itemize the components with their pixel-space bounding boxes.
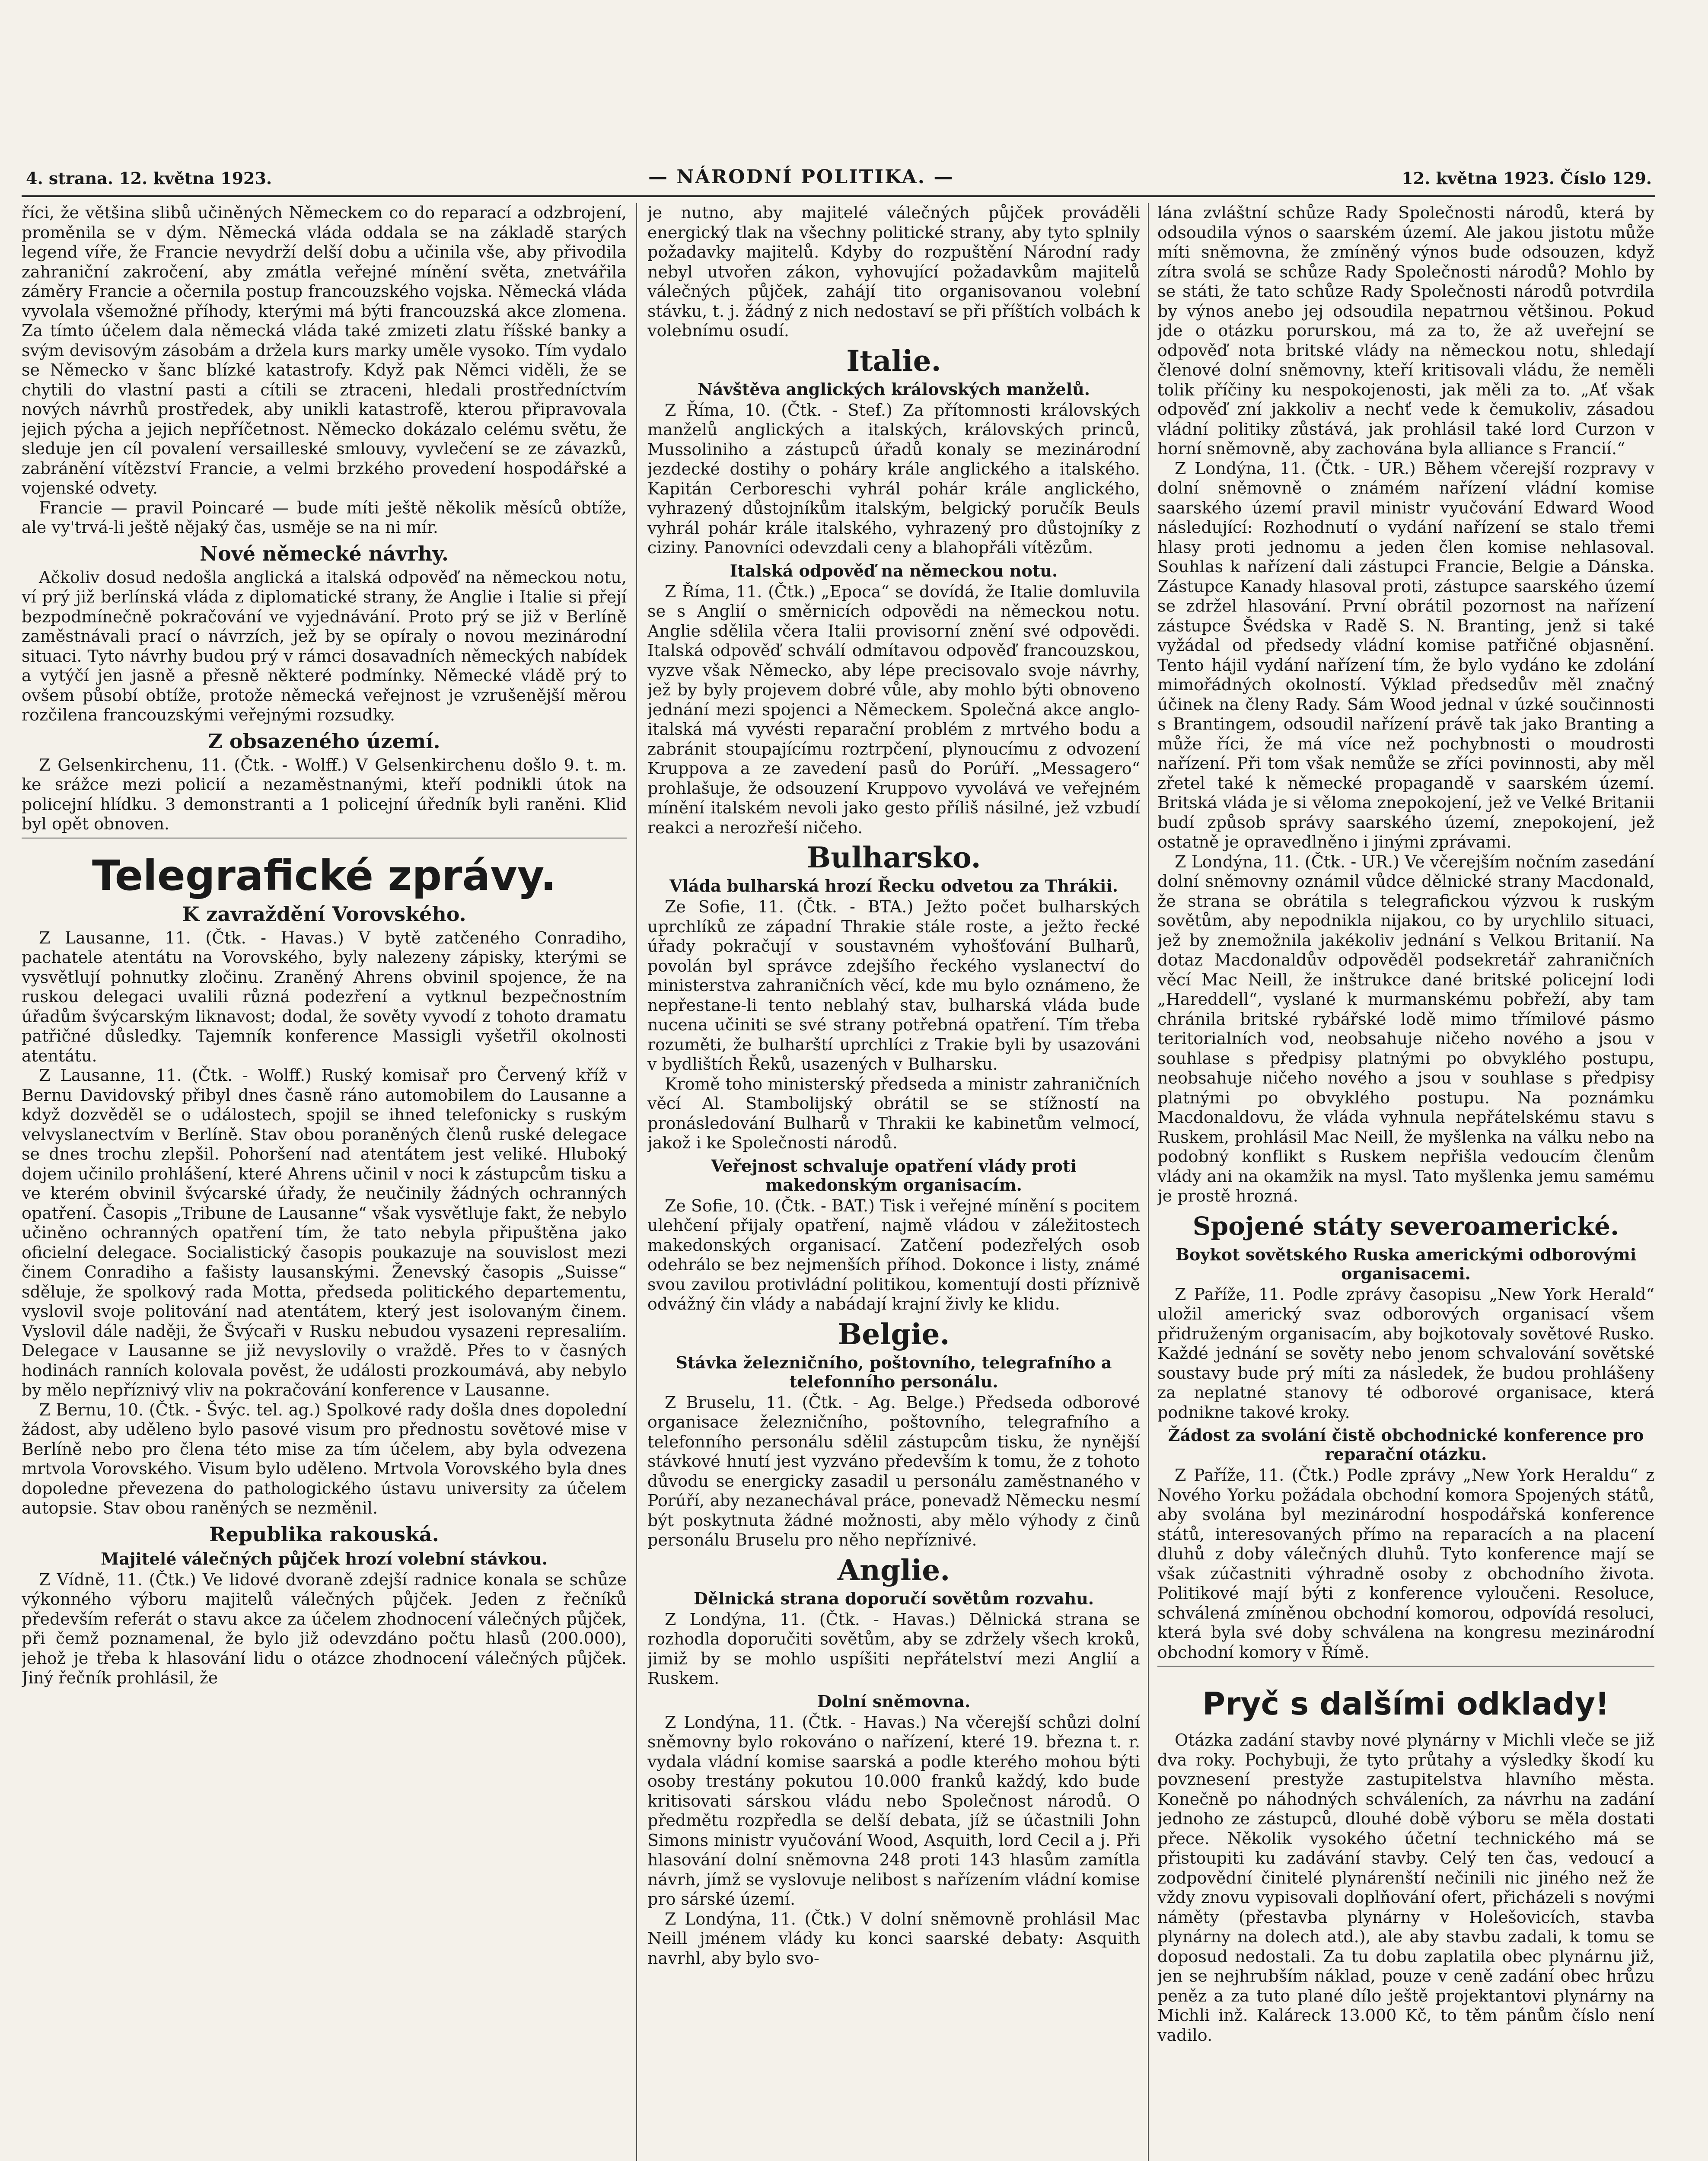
article-paragraph: Z Říma, 10. (Čtk. - Stef.) Za přítomnosti královských manželů anglických a italských, královských princů, Mussoliniho a zástupců úřadů konaly se mezinárodní jezdecké dostihy o poháry krále anglického a italského. Kapitán Cerboreschi vyhrál pohár krále anglického, vyhrazený důstojníkům italským, belgický poručík Beuls vyhrál pohár krále italského, vyhrazený pro důstojníky z ciziny. Panovníci odevzdali ceny a blahopřáli vítězům.: [647, 400, 1140, 557]
subheading: Majitelé válečných půjček hrozí volební stávkou.: [101, 1549, 548, 1568]
subheading: Veřejnost schvaluje opatření vlády proti makedonským organisacím.: [711, 1156, 1077, 1195]
article-paragraph: Z Gelsenkirchenu, 11. (Čtk. - Wolff.) V Gelsenkirchenu došlo 9. t. m. ke srážce mezi policií a nezaměstnanými, kteří podnikli útok na policejní hlídku. 3 demonstranti a 1 policejní úředník byli raněni. Klid byl opět obnoven.: [22, 755, 627, 833]
article-paragraph: Z Londýna, 11. (Čtk. - UR.) Ve včerejším nočním zasedání dolní sněmovny oznámil vůdce dělnické strany Macdonald, že strana se obrátila s telegrafickou výzvou k ruským sovětům, aby nepodnikla nijakou, co by urychlilo situaci, jež by znemožnila jakékoliv jednání s Velkou Britanií. Na dotaz Macdonaldův odpověděl podsekretář zahraničních věcí Mac Neill, že inštrukce dané britské policejní lodi „Hareddell“, vyslané k murmanskému pobřeží, aby tam chránila britské rybářské lodě mimo třímilové pásmo teritorialních vod, neobsahuje ničeho nového a jsou v souhlase s předpisy platnými po obvyklého postupu, neobsahuje ničeho nového a jsou v souhlase s předpisy platnými po obvyklého postupu. Na poznámku Macdonaldovu, že vláda vyhnula nepřátelskému stavu s Ruskem, prohlásil Mac Neill, že myšlenka na válku nebo na podobný konflikt s Ruskem nepřišla vedoucím členům vlády ani na okamžik na mysl. Tato myšlenka jemu samému je prostě hrozná.: [1157, 852, 1654, 1205]
article-paragraph: Ze Sofie, 11. (Čtk. - BTA.) Ježto počet bulharských uprchlíků ze západní Thrakie stále roste, a ježto řecké úřady pokračují v soustavném vyhošťování Bulharů, povolán byl správce zdejšího řeckého vyslanectví do ministerstva zahraničních věcí, kde mu bylo oznámeno, že nepřestane-li tento neblahý stav, bulharská vláda bude nucena učiniti se své strany potřebná opatření. Tím třeba rozuměti, že bulharští uprchlíci z Trakie byli by usazováni v bydlištích Řeků, usazených v Bulharsku.: [647, 897, 1140, 1074]
article-paragraph: Z Lausanne, 11. (Čtk. - Havas.) V bytě zatčeného Conradiho, pachatele atentátu na Vorovského, byly nalezeny zápisky, kterými se vysvětlují pohnutky zločinu. Zraněný Ahrens obvinil spojence, že na ruskou delegaci uvalili různá podezření a vytknul bezpečnostním úřadům švýcarským liknavost; dodal, že sověty vyvodí z tohoto dramatu patřičné důsledky. Tajemník konference Massigli vyšetřil okolnosti atentátu.: [22, 928, 627, 1065]
page-info-left: 4. strana. 12. května 1923.: [26, 169, 272, 188]
section-heading: Bulharsko.: [806, 841, 981, 874]
section-heading: Belgie.: [838, 1317, 950, 1351]
section-heading: K zavraždění Vorovského.: [182, 902, 466, 926]
section-heading: Republika rakouská.: [209, 1522, 439, 1546]
column-divider: [1148, 203, 1149, 2161]
article-paragraph: Z Říma, 11. (Čtk.) „Epoca“ se dovídá, že Italie domluvila se s Anglií o směrnicích odpovědi na německou notu. Anglie sdělila včera Italii provisorní znění své odpovědi. Italská odpověď schválí odmítavou odpověď francouzskou, vyzve však Německo, aby lépe precisovalo svoje návrhy, jež by byly projevem dobré vůle, aby mohlo býti obnoveno jednání mezi spojenci a Německem. Společná akce anglo-italská má vyvésti reparační problém z mrtvého bodu a zabránit stoupajícímu roztrpčení, plynoucímu z odvození Kruppova a ze zavedení pasů do Porúří. „Messagero“ prohlašuje, že odsouzení Kruppovo vyvolává ve veřejném mínění italském nevoli jako gesto příliš násilné, jež vzbudí reakci a nerozřeší ničeho.: [647, 582, 1140, 837]
article-paragraph: Ačkoliv dosud nedošla anglická a italská odpověď na německou notu, ví prý již berlínská vláda z diplomatické strany, že Anglie i Italie si přejí bezpodmínečně pokračování ve vyjednávání. Proto prý se již v Berlíně zaměstnávali prací o návrzích, jež by se opíraly o novou mezinárodní situaci. Tyto návrhy budou prý v rámci dosavadních německých nabídek a vytýčí jen jasně a přesně některé podmínky. Německé vládě prý to ovšem působí obtíže, protože německá veřejnost je vzrušenější měrou rozčilena francouzskými veřejnými rozsudky.: [22, 567, 627, 724]
subheading: Dolní sněmovna.: [817, 1691, 971, 1711]
article-paragraph: Z Londýna, 11. (Čtk. - Havas.) Na včerejší schůzi dolní sněmovny bylo rokováno o nařízení, které 19. března t. r. vydala vládní komise saarská a podle kterého mohou býti osoby trestány pokutou 10.000 franků každý, kdo bude kritisovati sárskou vládu nebo Společnost národů. O předmětu rozpředla se delší debata, jíž se účastnili John Simons ministr vyučování Wood, Asquith, lord Cecil a j. Při hlasování dolní sněmovna 248 proti 143 hlasům zamítla návrh, jímž se vyslovuje nelibost s nařízením vládní komise pro sárské území.: [647, 1712, 1140, 1909]
article-paragraph: je nutno, aby majitelé válečných půjček prováděli energický tlak na všechny politické strany, aby tyto splnily požadavky majitelů. Kdyby do rozpuštění Národní rady nebyl utvořen zákon, vyhovující požadavkům majitelů válečných půjček, zahájí tito organisovanou volební stávku, t. j. žádný z nich nedostaví se při příštích volbách k volebnímu osudí.: [647, 203, 1140, 340]
article-paragraph: Z Londýna, 11. (Čtk. - UR.) Během včerejší rozpravy v dolní sněmovně o známém nařízení vládní komise saarského území pravil ministr vyučování Edward Wood následující: Rozhodnutí o vydání nařízení se stalo třemi hlasy proti jednomu a jeden člen komise nehlasoval. Souhlas k nařízení dali zástupci Francie, Belgie a Dánska. Zástupce Kanady hlasoval proti, zástupce saarského území se zdržel hlasování. První obrátil pozornost na nařízení zástupce Švédska v Radě S. N. Branting, jenž si také vyžádal od předsedy vládní komise patřičné objasnění. Tento hájil vydání nařízení tím, že bylo vydáno ke zdolání mimořádných okolností. Výklad předsedův měl značný účinek na členy Rady. Sám Wood jednal v úzké součinnosti s Brantingem, odsoudil nařízení právě tak jako Branting a může říci, že má více než pochybnosti o moudrosti nařízení. Při tom však nemůže se zříci povinnosti, aby měl zřetel také k německé propagandě v saarském území. Britská vláda je si věloma znepokojení, jež ve Velké Britanii budí způsob správy saarského území, znepokojení, jež ostatně je opravedlněno i jinými zprávami.: [1157, 459, 1654, 851]
article-paragraph: Z Vídně, 11. (Čtk.) Ve lidové dvoraně zdejší radnice konala se schůze výkonného výboru majitelů válečných půjček. Jeden z řečníků především referát o stavu akce za účelem zhodnocení válečných půjček, při čemž poznamenal, že bylo již odevzdáno počtu hlasů (200.000), jehož je třeba k hlasování lidu o otázce zhodnocení válečných půjček. Jiný řečník prohlásil, že: [22, 1570, 627, 1687]
header-rule: [22, 195, 1655, 197]
section-heading: Nové německé návrhy.: [200, 542, 449, 565]
subheading: Vláda bulharská hrozí Řecku odvetou za Thrákii.: [669, 876, 1118, 896]
article-paragraph: lána zvláštní schůze Rady Společnosti národů, která by odsoudila výnos o saarském území. Ale jakou jistotu může míti sněmovna, že zmíněný výnos bude odsouzen, když zítra svolá se schůze Rady Společnosti národů? Mohlo by se státi, že tato schůze Rady Společnosti národů potvrdila by výnos anebo jej odsoudila nepatrnou většinou. Pokud jde o otázku porurskou, má za to, že až uveřejní se odpověď nota britské vlády na německou notu, shledají členové dolní sněmovny, kteří kritisovali vládu, že neměli tolik příčiny ku nespokojenosti, jak měli za to. „Ať však odpověď zní jakkoliv a nechť vede k čemukoliv, zásadou vládní politiky zůstává, jak prohlásil také lord Curzon v horní sněmovně, aby zachována byla alliance s Francií.“: [1157, 203, 1654, 458]
article-paragraph: Z Londýna, 11. (Čtk. - Havas.) Dělnická strana se rozhodla doporučiti sovětům, aby se zdržely všech kroků, jimiž by se mohlo uspíšiti nepřátelství mezi Anglií a Ruskem.: [647, 1610, 1140, 1688]
subheading: Stávka železničního, poštovního, telegrafního a telefonního personálu.: [676, 1352, 1112, 1391]
column-2: [647, 203, 1140, 2161]
article-paragraph: Z Lausanne, 11. (Čtk. - Wolff.) Ruský komisař pro Červený kříž v Bernu Davidovský přibyl dnes časně ráno automobilem do Lausanne a když dozvěděl se o událostech, spojil se ihned telefonicky s ruským velvyslanectvím v Berlíně. Stav obou poraněných členů ruské delegace se dnes trochu zlepšil. Pohoršení nad atentátem jest veliké. Hluboký dojem učinilo prohlášení, které Ahrens učinil v noci k zástupcům tisku a ve kterém obvinil švýcarské úřady, že neučinily žádných ochranných opatření. Časopis „Tribune de Lausanne“ však vysvětluje fakt, že nebylo učiněno ochranných opatření tím, že tato nebyla připuštěna jako oficielní delegace. Socialistický časopis poukazuje na souvislost mezi činem Conradiho a fašisty lausanskými. Ženevský časopis „Suisse“ sděluje, že spolkový rada Motta, předseda politického departementu, vyslovil svoje politování nad atentátem, který jest isolovaným činem. Vyslovil dále naději, že Švýcaři v Rusku nebudou vysazeni represaliím. Delegace v Lausanne se již nevyslovily o vraždě. Přes to v časných hodinách ranních kolovala pověst, že události prozkoumává, aby nebylo by mělo nepříznivý vliv na pokračování konference v Lausanne.: [22, 1066, 627, 1399]
newspaper-title: — NÁRODNÍ POLITIKA. —: [648, 166, 954, 188]
section-title: Telegrafické zprávy.: [92, 851, 557, 900]
article-paragraph: Z Paříže, 11. (Čtk.) Podle zprávy „New York Heraldu“ z Nového Yorku požádala obchodní komora Spojených států, aby svolána byl mezinárodní hospodářská konference států, interesovaných přímo na reparacích a na placení dluhů z doby válečných dluhů. Tyto konference mají se však zúčastniti výhradně osoby z obchodního života. Politikové mají býti z konference vyloučeni. Resoluce, schválená zmíněnou obchodní komorou, odpovídá resoluci, která byla své doby schválena na kongresu mezinárodní obchodní komory v Římě.: [1157, 1466, 1654, 1662]
article-paragraph: Otázka zadání stavby nové plynárny v Michli vleče se již dva roky. Pochybuji, že tyto průtahy a výsledky škodí ku povznesení prestyže zastupitelstva hlavního města. Konečně po náhodných schváleních, za návrhu na zadání jednoho ze zástupců, dlouhé době výboru se měla dostati přece. Několik vysokého účetní technického má se přistoupiti ku zadávání stavby. Celý ten čas, vedoucí a zodpovědní činitelé plynárenští nečinili nic jiného než že vždy znovu vypisovali doplňování ofert, přicházeli s novými náměty (přestavba plynárny v Holešovicích, stavba plynárny na dolech atd.), ale aby stavbu zadali, k tomu se doposud nedostali. Za tu dobu zaplatila obec plynárnu již, jen se nejhrubším náklad, pouze v ceně zadání obec hrůzu peněz a za tuto plané dílo ještě projektantovi plynárny na Michli inž. Kaláreck 13.000 Kč, to těm pánům číslo není vadilo.: [1157, 1731, 1654, 2045]
divider: [1157, 1666, 1654, 1667]
subheading: Boykot sovětského Ruska americkými odborovými organisacemi.: [1175, 1244, 1637, 1283]
section-heading: Z obsazeného území.: [208, 729, 440, 753]
page-info-right: 12. května 1923. Číslo 129.: [1402, 169, 1652, 188]
article-paragraph: Z Bruselu, 11. (Čtk. - Ag. Belge.) Předseda odborové organisace železničního, poštovního, telegrafního a telefonního personálu sdělil zástupcům tisku, že nynější stávkové hnutí jest vyzváno především k tomu, že z tohoto důvodu se energicky zasadil u personálu zaměstnaného v Porúří, aby nezanechával práce, ponevadž Německu nesmí být poskytnuta žádné možnosti, aby mělo výhody z činů personálu Bruselu pro něho nepříznivé.: [647, 1393, 1140, 1549]
article-paragraph: Ze Sofie, 10. (Čtk. - BAT.) Tisk i veřejné mínění s pocitem ulehčení přijaly opatření, najmě vládou v záležitostech makedonských organisací. Zatčení podezřelých osob odehrálo se bez nejmenších příhod. Dokonce i listy, známé svou zavilou protivládní politikou, komentují dosti příznivě odvážný čin vlády a nabádají krajní živly ke klidu.: [647, 1196, 1140, 1313]
article-paragraph: říci, že většina slibů učiněných Německem co do reparací a odzbrojení, proměnila se v dým. Německá vláda oddala se na základě starých legend víře, že Francie nevydrží delší dobu a učinila vše, aby přivodila zahraniční zakročení, aby zmátla veřejné mínění světa, znetvářila záměry Francie a očernila postup francouzského vojska. Německá vláda vyvolala všemožné příhody, kterými má býti francouzská akce zlomena. Za tímto účelem dala německá vláda také zmizeti zlatu říšské banky a svým devisovým zásobám a držela kurs marky uměle vysoko. Tím vydalo se Německo v šanc blízké katastrofy. Když pak Němci viděli, že se chytili do vlastní pasti a cítili se ztraceni, hledali prostředníctvím nových návrhů prostředek, aby unikli katastrofě, kterou připravovala jejich pýcha a jejich nepříčetnost. Německo dokázalo celému světu, že sleduje jen cíl povalení versailleské smlouvy, vyvlečení se ze závazků, zabránění vítězství Francie, a velmi brzkého provedení hospodářské a vojenské odvety.: [22, 203, 627, 497]
column-1: [22, 203, 627, 2161]
section-heading: Italie.: [846, 344, 941, 378]
article-paragraph: Z Londýna, 11. (Čtk.) V dolní sněmovně prohlásil Mac Neill jménem vlády ku konci saarské debaty: Asquith navrhl, aby bylo svo-: [647, 1909, 1140, 1968]
newspaper-page: [17, 26, 1691, 2161]
masthead: [17, 160, 1691, 190]
column-3: [1157, 203, 1654, 2161]
subheading: Italská odpověď na německou notu.: [730, 561, 1058, 580]
subheading: Dělnická strana doporučí sovětům rozvahu.: [693, 1588, 1094, 1608]
article-paragraph: Francie — pravil Poincaré — bude míti ještě několik měsíců obtíže, ale vy'trvá-li ještě nějaký čas, usměje se na ni mír.: [22, 498, 627, 537]
article-paragraph: Z Bernu, 10. (Čtk. - Švýc. tel. ag.) Spolkové rady došla dnes dopolední žádost, aby uděleno bylo pasové visum pro přednostu sovětové mise v Berlíně nebo pro člena této mise za tím účelem, aby byla odvezena mrtvola Vorovského. Visum bylo uděleno. Mrtvola Vorovského byla dnes dopoledne převezena do pathologického ústavu university za účelem autopsie. Stav obou raněných se nezměnil.: [22, 1400, 627, 1517]
article-paragraph: Kromě toho ministerský předseda a ministr zahraničních věcí Al. Stambolijský obrátil se se stížností na pronásledování Bulharů v Thrakii ke kabinetům velmocí, jakož i ke Společnosti národů.: [647, 1074, 1140, 1152]
section-title: Pryč s dalšími odklady!: [1202, 1686, 1609, 1722]
article-paragraph: Z Paříže, 11. Podle zprávy časopisu „New York Herald“ uložil americký svaz odborových organisací všem přidruženým organisacím, aby bojkotovaly sovětové Rusko. Každé jednání se sověty nebo jenom schvalování sovětské soustavy bude prý míti za následek, že budou prohlášeny za neplatné stanovy té odborové organisace, která podnikne takové kroky.: [1157, 1284, 1654, 1422]
section-heading: Spojené státy severoamerické.: [1192, 1211, 1619, 1241]
section-heading: Anglie.: [837, 1553, 950, 1587]
column-divider: [636, 203, 637, 2161]
subheading: Návštěva anglických královských manželů.: [698, 379, 1090, 399]
subheading: Žádost za svolání čistě obchodnické konference pro reparační otázku.: [1168, 1425, 1644, 1464]
